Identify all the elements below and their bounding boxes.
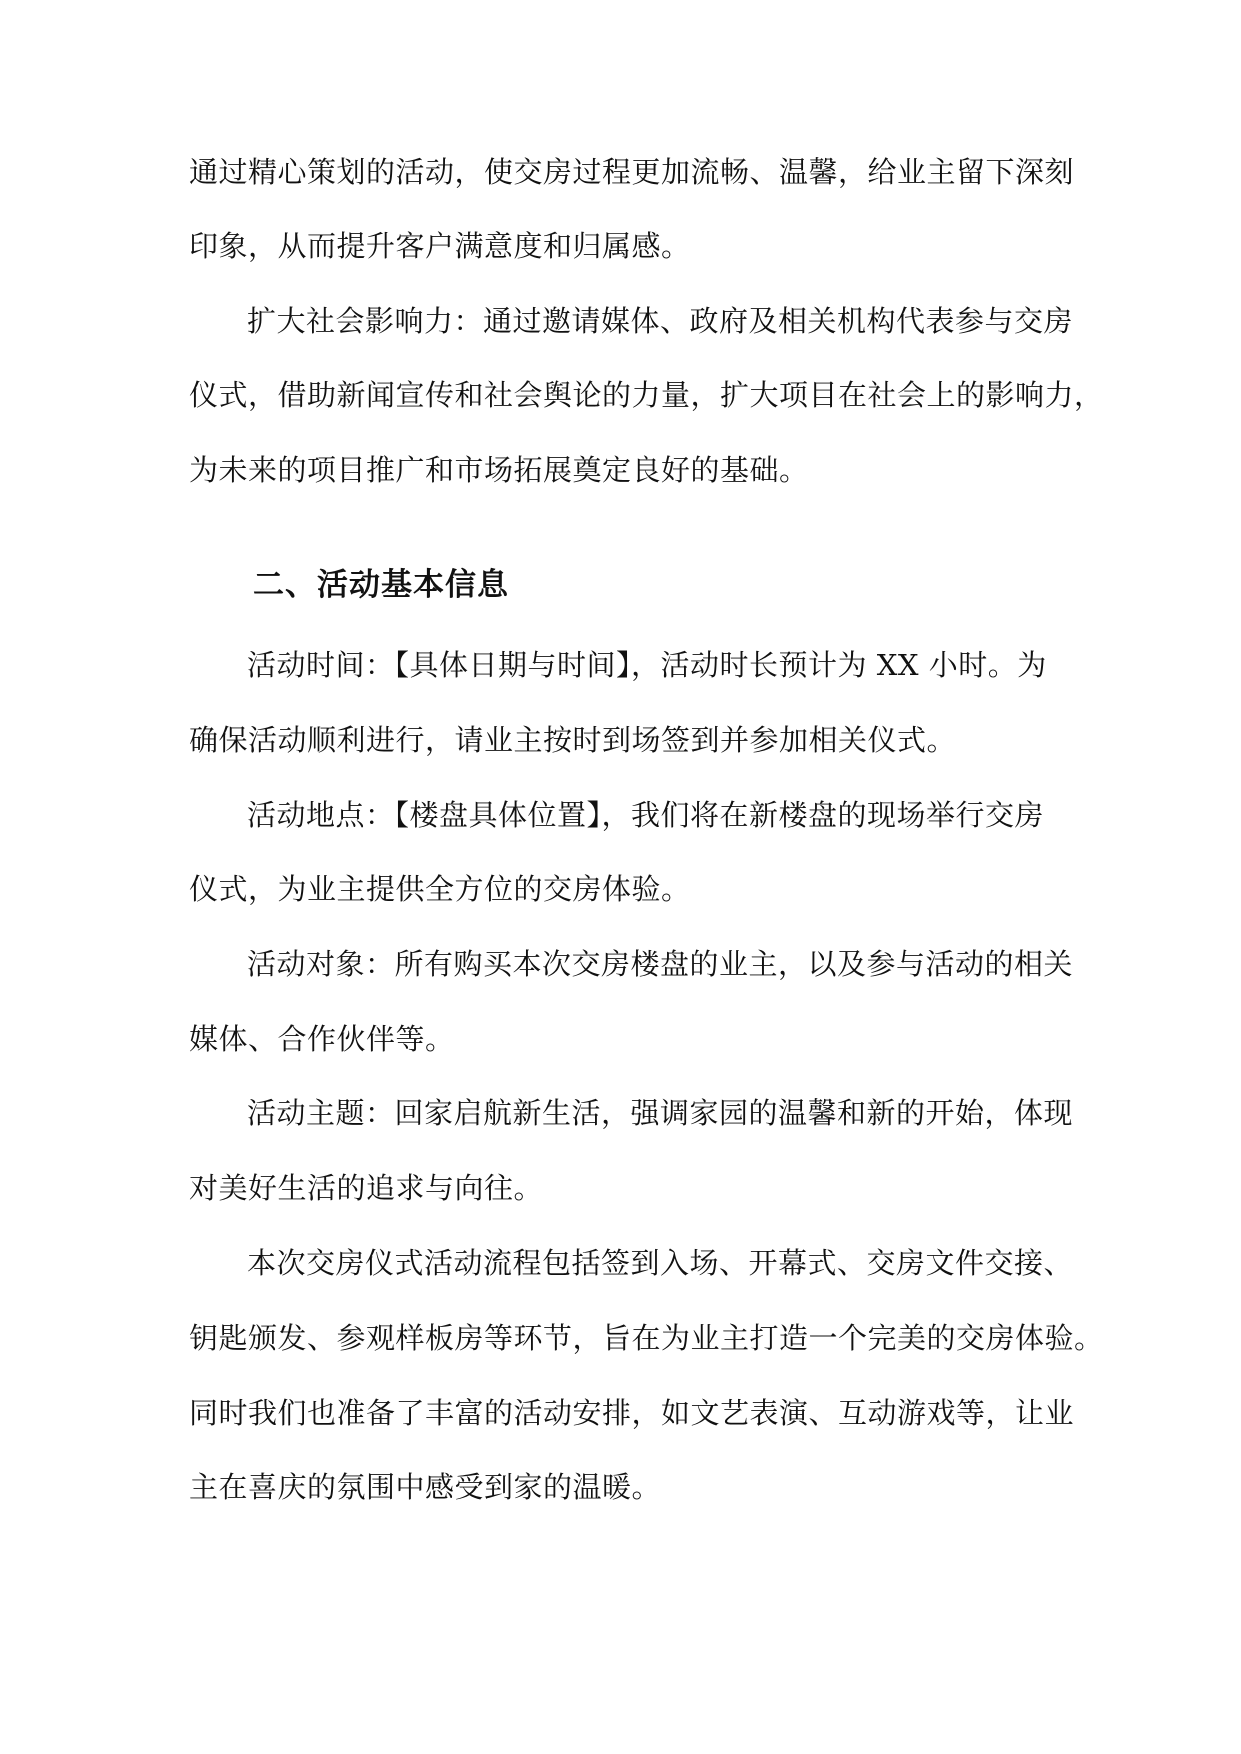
section-heading: 二、活动基本信息 [253, 567, 509, 603]
paragraph-line: 媒体、合作伙伴等。 [189, 1022, 455, 1056]
paragraph-line: 印象，从而提升客户满意度和归属感。 [189, 229, 691, 263]
paragraph-line: 主在喜庆的氛围中感受到家的温暖。 [189, 1470, 662, 1504]
paragraph-line: 仪式，为业主提供全方位的交房体验。 [189, 872, 691, 906]
paragraph-line: 为未来的项目推广和市场拓展奠定良好的基础。 [189, 453, 809, 487]
paragraph-line: 同时我们也准备了丰富的活动安排，如文艺表演、互动游戏等，让业 [189, 1396, 1075, 1430]
paragraph-line: 钥匙颁发、参观样板房等环节，旨在为业主打造一个完美的交房体验。 [189, 1321, 1104, 1355]
paragraph-line: 活动主题：回家启航新生活，强调家园的温馨和新的开始，体现 [247, 1096, 1074, 1130]
paragraph-line: 确保活动顺利进行，请业主按时到场签到并参加相关仪式。 [189, 723, 957, 757]
paragraph-line: 活动对象：所有购买本次交房楼盘的业主，以及参与活动的相关 [247, 947, 1074, 981]
paragraph-line: 对美好生活的追求与向往。 [189, 1171, 544, 1205]
paragraph-line: 本次交房仪式活动流程包括签到入场、开幕式、交房文件交接、 [247, 1246, 1074, 1280]
paragraph-line: 仪式，借助新闻宣传和社会舆论的力量，扩大项目在社会上的影响力， [189, 378, 1104, 412]
paragraph-line: 活动地点：【楼盘具体位置】，我们将在新楼盘的现场举行交房 [247, 798, 1045, 832]
paragraph-line: 活动时间：【具体日期与时间】，活动时长预计为 XX 小时。为 [247, 648, 1047, 682]
paragraph-line: 扩大社会影响力：通过邀请媒体、政府及相关机构代表参与交房 [247, 304, 1074, 338]
paragraph-line: 通过精心策划的活动，使交房过程更加流畅、温馨，给业主留下深刻 [189, 155, 1075, 189]
